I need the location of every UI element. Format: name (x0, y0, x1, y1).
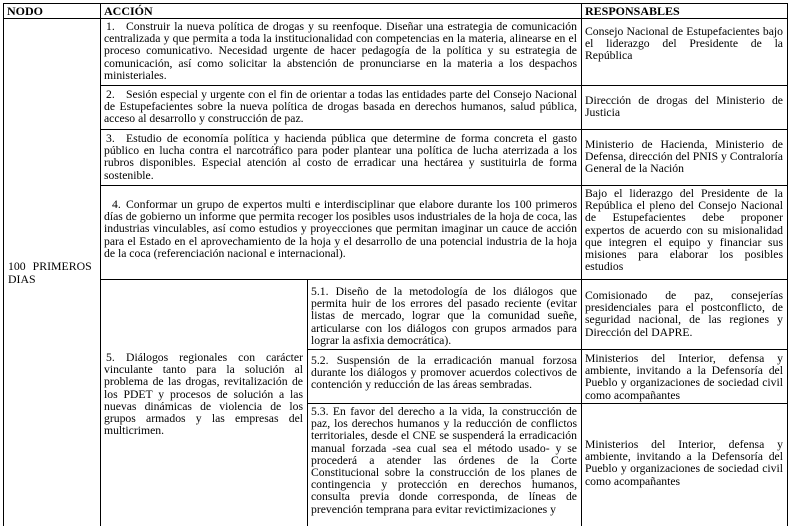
sub52-text: 5.2. Suspensión de la erradicación manual forzosa durante los diálogos y promover acuerdos colectivos de contención y reducción de las áreas sembradas. (311, 354, 577, 392)
action-table (3, 3, 788, 526)
row4-responsables: Bajo el liderazgo del Presidente de la República el pleno del Consejo Nacional de Estupefacientes debe proponer expertos de acuerdo con su misionalidad que integren el equipo y financiar sus misiones para elaborar los posibles estudios (585, 187, 783, 274)
header-divider (3, 18, 788, 19)
row1-responsables: Consejo Nacional de Estupefacientes bajo el liderazgo del Presidente de la República (585, 25, 783, 63)
row2-accion: Sesión especial y urgente con el fin de orientar a todas las entidades parte del Consejo Nacional de Estupefacientes sobre la nueva política de drogas basada en derechos humanos, salud pública, acceso al desarrollo y construcción de paz. (104, 88, 577, 126)
nodo-value: 100 PRIMEROS DIAS (8, 259, 92, 286)
row2-number: 2. (106, 88, 115, 101)
row2-responsables: Dirección de drogas del Ministerio de Justicia (585, 94, 783, 120)
table-border-right (787, 3, 788, 526)
sub-col-divider (307, 279, 308, 526)
row1-accion: Construir la nueva política de drogas y su reenfoque. Diseñar una estrategia de comunicación centralizada y que permita a toda la institucionalidad con competencias en la materia, alinearse en el proceso comunicativo. Necesidad urgente de hacer pedagogía de la política y su estrategia de comunicación, así como solicitar la abstención de pronunciarse en la materia a los despachos ministeriales. (104, 20, 577, 82)
row4-divider (100, 279, 788, 280)
row5-accion: Diálogos regionales con carácter vinculante tanto para la solución al problema de las drogas, revitalización de los PDET y procesos de solución a las nuevas dinámicas de violencia de los grupos armados y las empresas del multicrimen. (104, 351, 303, 438)
sub53-responsables: Ministerios del Interior, defensa y ambiente, invitando a la Defensoría del Pueblo y organizaciones de sociedad civil como acompañantes (585, 438, 783, 488)
sub51-divider (307, 349, 788, 350)
row3-responsables: Ministerio de Hacienda, Ministerio de Defensa, dirección del PNIS y Contraloría General de la Nación (585, 138, 783, 176)
sub51-text: 5.1. Diseño de la metodología de los diálogos que permita huir de los errores del pasado reciente (evitar listas de mercado, lograr que la comunidad sueñe, articularse con los diálogos con grupos armados para lograr la asfixia democrática). (311, 285, 577, 347)
sub52-responsables: Ministerios del Interior, defensa y ambiente, invitando a la Defensoría del Pueblo y organizaciones de sociedad civil como acompañantes (585, 352, 783, 402)
sub52-divider (307, 403, 788, 404)
row2-divider (100, 129, 788, 130)
row1-divider (100, 85, 788, 86)
sub51-responsables: Comisionado de paz, consejerías presidenciales para el postconflicto, de seguridad nacional, de las regiones y Dirección del DAPRE. (585, 289, 783, 339)
nodo-col-divider (100, 3, 101, 526)
sub53-text: 5.3. En favor del derecho a la vida, la construcción de paz, los derechos humanos y la reducción de conflictos territoriales, desde el CNE se suspenderá la erradicación manual forzada -sea cual sea el método usado- y se procederá a atender las órdenes de la Corte Constitucional sobre la construcción de los planes de contingencia y protección en derechos humanos, consulta previa donde corresponda, de líneas de prevención temprana para evitar revictimizaciones y (311, 405, 577, 516)
header-accion: ACCIÓN (104, 4, 153, 18)
row5-number: 5. (106, 351, 115, 364)
row4-accion: Conformar un grupo de expertos multi e interdisciplinar que elabore durante los 100 primeros días de gobierno un informe que permita recoger los posibles usos industriales de la hoja de coca, las industrias vinculables, así como estudios y proyecciones que permitan imaginar un cauce de acción para el Estado en el aprovechamiento de la hoja y el desarrollo de una potencial industria de la hoja de la coca (referenciación nacional e internacional). (104, 198, 577, 260)
row3-divider (100, 185, 788, 186)
row4-number: 4. (112, 198, 121, 211)
row3-number: 3. (106, 132, 115, 145)
header-responsables: RESPONSABLES (585, 4, 680, 18)
table-border-left (3, 3, 4, 526)
row1-number: 1. (106, 20, 115, 33)
resp-col-divider (581, 3, 582, 526)
row3-accion: Estudio de economía política y hacienda pública que determine de forma concreta el gasto público en lucha contra el narcotráfico para poder plantear una política de lucha aterrizada a los rubros disponibles. Especial atención al costo de erradicar una hectárea y sustituirla de forma sostenible. (104, 132, 577, 182)
header-nodo: NODO (7, 4, 43, 18)
